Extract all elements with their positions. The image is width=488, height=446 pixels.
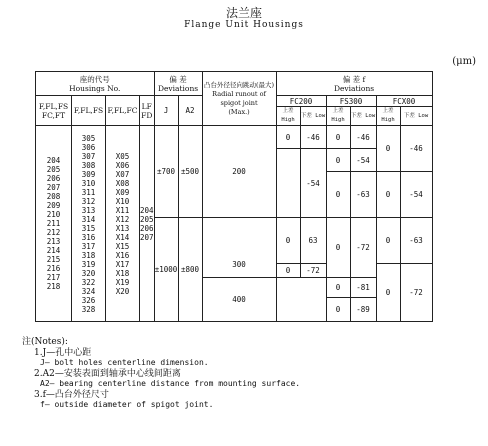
fcx00-high-1: 0 <box>376 126 400 172</box>
a2-header: A2 <box>178 96 202 126</box>
fc200-high-2 <box>276 149 300 218</box>
fc200-high-4: 0 <box>276 264 300 278</box>
j-header: J <box>154 96 178 126</box>
fc200-high-1: 0 <box>276 126 300 149</box>
col1-header: F,FL,FS FC,FT <box>36 96 72 126</box>
fs300-header: FS300 <box>326 96 376 107</box>
fcx00-low-4: -72 <box>400 264 432 322</box>
fc200-low-header: 下差 Low <box>300 107 326 126</box>
fcx00-high-2: 0 <box>376 172 400 218</box>
a2-value-1: ±500 <box>178 126 202 218</box>
page-subtitle: Flange Unit Housings <box>184 20 304 30</box>
fs300-high-6: 0 <box>326 298 350 322</box>
housing-deviation-table <box>35 71 433 322</box>
runout-400: 400 <box>202 278 276 322</box>
j-value-2: ±1000 <box>154 218 178 322</box>
fcx00-low-3: -63 <box>400 218 432 264</box>
note-3-cn: 3.f—凸台外径尺寸 <box>34 389 109 400</box>
col2-list: 305 306 307 308 309 310 311 312 313 314 315 316 317 318 319 320 322 324 326 328 <box>72 126 106 322</box>
fc200-low-2: -54 <box>300 149 326 218</box>
fs300-low-4: -72 <box>350 218 376 278</box>
deviation-f-header: 偏 差 f Deviations <box>276 72 432 96</box>
fc200-high-3: 0 <box>276 218 300 264</box>
unit-label: (μm) <box>452 56 476 67</box>
fs300-high-4: 0 <box>326 218 350 278</box>
fcx00-high-3: 0 <box>376 218 400 264</box>
col4-header: LF FD <box>140 96 155 126</box>
fcx00-high-header: 上差 High <box>376 107 400 126</box>
deviations-header: 偏 差 Deviations <box>154 72 202 96</box>
fs300-high-header: 上差 High <box>326 107 350 126</box>
fs300-low-1: -46 <box>350 126 376 149</box>
fc200-empty <box>276 278 326 322</box>
col3-list: X05 X06 X07 X08 X09 X10 X11 X12 X13 X14 X15 X16 X17 X18 X19 X20 <box>106 126 140 322</box>
fc200-header: FC200 <box>276 96 326 107</box>
fc200-low-1: -46 <box>300 126 326 149</box>
fs300-high-1: 0 <box>326 126 350 149</box>
page-title: 法兰座 <box>225 6 262 20</box>
fs300-low-6: -89 <box>350 298 376 322</box>
fc200-low-4: -72 <box>300 264 326 278</box>
runout-200: 200 <box>202 126 276 218</box>
fs300-high-5: 0 <box>326 278 350 298</box>
fs300-low-5: -81 <box>350 278 376 298</box>
fcx00-low-header: 下差 Low <box>400 107 432 126</box>
a2-value-2: ±800 <box>178 218 202 322</box>
fc200-low-3: 63 <box>300 218 326 264</box>
note-2-cn: 2.A2—安装表面到轴承中心线间距离 <box>34 368 181 379</box>
fs300-high-3: 0 <box>326 172 350 218</box>
note-1-en: J— bolt holes centerline dimension. <box>40 358 209 367</box>
col4-list: 204 205 206 207 <box>140 126 155 322</box>
col1-list: 204 205 206 207 208 209 210 211 212 213 214 215 216 217 218 <box>36 126 72 322</box>
notes-section <box>22 337 300 411</box>
runout-300: 300 <box>202 218 276 278</box>
spigot-runout-header: 凸台外径径向跳动(最大) Radial runout of spigot joint (Max.) <box>202 72 276 126</box>
fcx00-high-4: 0 <box>376 264 400 322</box>
fc200-high-header: 上差 High <box>276 107 300 126</box>
note-2-en: A2— bearing centerline distance from mounting surface. <box>40 379 301 388</box>
col3-header: F,FL,FC <box>106 96 140 126</box>
fcx00-low-1: -46 <box>400 126 432 172</box>
note-1-cn: 1.J—孔中心距 <box>34 347 92 358</box>
fs300-high-2: 0 <box>326 149 350 172</box>
col2-header: F,FL,FS <box>72 96 106 126</box>
housing-no-header: 座的代号 Housings No. <box>36 72 155 96</box>
note-3-en: f— outside diameter of spigot joint. <box>40 400 214 409</box>
fs300-low-2: -54 <box>350 149 376 172</box>
fcx00-low-2: -54 <box>400 172 432 218</box>
fs300-low-3: -63 <box>350 172 376 218</box>
fs300-low-header: 下差 Low <box>350 107 376 126</box>
fcx00-header: FCX00 <box>376 96 432 107</box>
notes-heading: 注(Notes): <box>22 337 68 347</box>
j-value-1: ±700 <box>154 126 178 218</box>
